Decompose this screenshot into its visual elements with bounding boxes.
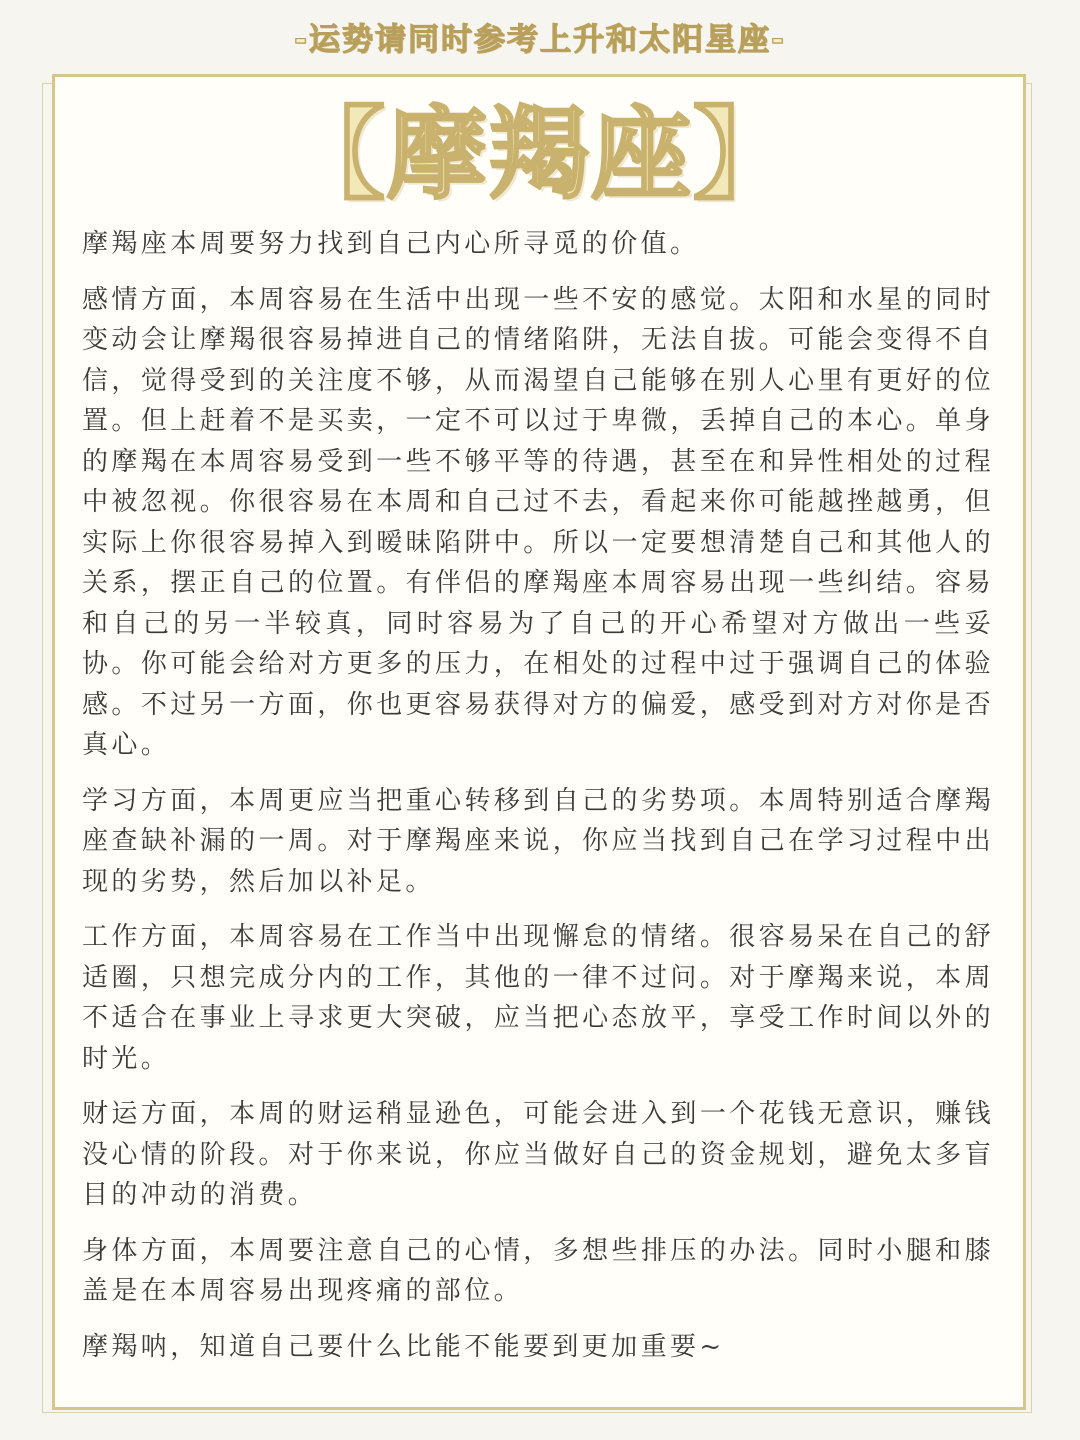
health-paragraph: 身体方面，本周要注意自己的心情，多想些排压的办法。同时小腿和膝盖是在本周容易出现疼痛的部位。: [82, 1235, 994, 1306]
horoscope-body: [82, 224, 994, 1382]
closing-paragraph: 摩羯呐，知道自己要什么比能不能要到更加重要~: [82, 1331, 725, 1362]
intro-paragraph: 摩羯座本周要努力找到自己内心所寻觅的价值。: [82, 229, 700, 259]
love-paragraph: 感情方面，本周容易在生活中出现一些不安的感觉。太阳和水星的同时变动会让摩羯很容易掉进自己的情绪陷阱，无法自拔。可能会变得不自信，觉得受到的关注度不够，从而渴望自己能够在别人心里有更好的位置。但上赶着不是买卖，一定不可以过于卑微，丢掉自己的本心。单身的摩羯在本周容易受到一些不够平等的待遇，甚至在和异性相处的过程中被忽视。你很容易在本周和自己过不去，看起来你可能越挫越勇，但实际上你很容易掉入到暧昧陷阱中。所以一定要想清楚自己和其他人的关系，摆正自己的位置。有伴侣的摩羯座本周容易出现一些纠结。容易和自己的另一半较真，同时容易为了自己的开心希望对方做出一些妥协。你可能会给对方更多的压力，在相处的过程中过于强调自己的体验感。不过另一方面，你也更容易获得对方的偏爱，感受到对方对你是否真心。: [82, 284, 994, 760]
page-title: 【摩羯座】: [285, 96, 795, 213]
study-paragraph: 学习方面，本周更应当把重心转移到自己的劣势项。本周特别适合摩羯座查缺补漏的一周。对于摩羯座来说，你应当找到自己在学习过程中出现的劣势，然后加以补足。: [82, 785, 994, 897]
work-paragraph: 工作方面，本周容易在工作当中出现懈怠的情绪。很容易呆在自己的舒适圈，只想完成分内的工作，其他的一律不过问。对于摩羯来说，本周不适合在事业上寻求更大突破，应当把心态放平，享受工作时间以外的时光。: [82, 922, 994, 1074]
wealth-paragraph: 财运方面，本周的财运稍显逊色，可能会进入到一个花钱无意识，赚钱没心情的阶段。对于你来说，你应当做好自己的资金规划，避免太多盲目的冲动的消费。: [82, 1099, 994, 1210]
header-banner: -运势请同时参考上升和太阳星座-: [294, 22, 786, 58]
